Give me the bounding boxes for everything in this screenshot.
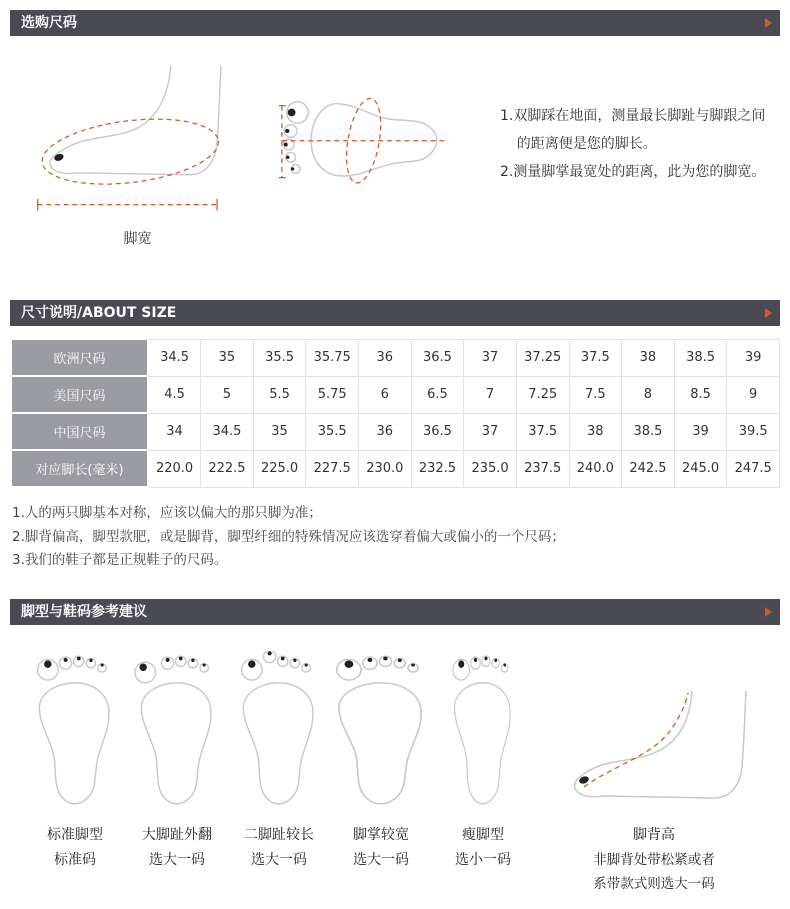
size-cell: 7.5	[569, 376, 622, 413]
size-notes	[12, 502, 778, 573]
size-cell: 245.0	[674, 450, 727, 487]
foot-top-illustration	[278, 92, 458, 204]
size-cell: 37.25	[516, 339, 569, 376]
size-cell: 34.5	[201, 413, 254, 450]
size-cell: 36	[359, 413, 412, 450]
measure-area	[10, 36, 780, 274]
size-cell: 6.5	[411, 376, 464, 413]
size-cell: 225.0	[253, 450, 306, 487]
size-note: 1.人的两只脚基本对称，应该以偏大的那只脚为准；	[12, 505, 322, 521]
foot-type-label: 标准脚型	[47, 826, 103, 843]
size-conversion-table	[10, 338, 780, 488]
foot-type-advice: 选小一码	[455, 852, 511, 869]
footprint-thin-illustration	[432, 651, 534, 819]
size-cell: 34.5	[148, 339, 201, 376]
section-header-about-size	[10, 300, 780, 326]
chevron-right-icon	[765, 607, 772, 617]
foot-type-bunion	[126, 651, 228, 897]
size-cell: 5.75	[306, 376, 359, 413]
size-cell: 35.75	[306, 339, 359, 376]
chevron-right-icon	[765, 18, 772, 28]
size-row-label: 美国尺码	[11, 376, 148, 413]
instep-illustration	[534, 651, 774, 819]
foot-length-figure-block	[265, 60, 470, 248]
foot-type-wide	[330, 651, 432, 897]
size-cell: 240.0	[569, 450, 622, 487]
size-note: 3.我们的鞋子都是正规鞋子的尺码。	[12, 552, 228, 569]
size-table-row	[11, 376, 780, 413]
foot-type-label: 脚掌较宽	[353, 826, 409, 843]
foot-type-standard	[24, 651, 126, 897]
foot-type-label: 二脚趾较长	[244, 826, 314, 843]
size-cell: 7	[464, 376, 517, 413]
size-row-label: 中国尺码	[11, 413, 148, 450]
size-cell: 38	[622, 339, 675, 376]
size-cell: 8	[622, 376, 675, 413]
size-cell: 39	[674, 413, 727, 450]
size-cell: 35	[253, 413, 306, 450]
foot-type-advice: 选大一码	[251, 852, 307, 869]
size-cell: 36.5	[411, 339, 464, 376]
size-cell: 36	[359, 339, 412, 376]
footprint-standard-illustration	[24, 651, 126, 819]
size-cell: 5.5	[253, 376, 306, 413]
size-table-row	[11, 339, 780, 376]
footprint-long-second-toe-illustration	[228, 651, 330, 819]
size-cell: 35	[201, 339, 254, 376]
size-cell: 6	[359, 376, 412, 413]
size-cell: 38.5	[674, 339, 727, 376]
foot-type-high-instep	[534, 651, 774, 897]
size-note: 2.脚背偏高，脚型款肥，或是脚背，脚型纤细的特殊情况应该选穿着偏大或偏小的一个尺码；	[12, 528, 565, 545]
footprint-bunion-illustration	[126, 651, 228, 819]
size-cell: 232.5	[411, 450, 464, 487]
section-foot-types	[10, 599, 780, 909]
size-cell: 37	[464, 339, 517, 376]
section-title: 脚型与鞋码参考建议	[21, 603, 147, 620]
foot-type-advice: 标准码	[54, 852, 96, 869]
foot-type-label: 脚背高	[633, 826, 675, 843]
foot-type-advice: 系带款式则选大一码	[593, 876, 715, 893]
foot-type-label: 瘦脚型	[462, 826, 504, 843]
size-cell: 227.5	[306, 450, 359, 487]
foot-type-advice: 选大一码	[149, 852, 205, 869]
size-cell: 35.5	[306, 413, 359, 450]
section-header-size-select	[10, 10, 780, 36]
size-cell: 35.5	[253, 339, 306, 376]
size-row-label: 欧洲尺码	[11, 339, 148, 376]
size-cell: 8.5	[674, 376, 727, 413]
chevron-right-icon	[765, 308, 772, 318]
foot-type-long-second-toe	[228, 651, 330, 897]
size-cell: 38	[569, 413, 622, 450]
size-cell: 39.5	[727, 413, 780, 450]
size-cell: 38.5	[622, 413, 675, 450]
foot-side-illustration	[22, 60, 254, 222]
foot-type-label: 大脚趾外翻	[142, 826, 212, 843]
measure-instruction: 2.测量脚掌最宽处的距离，此为您的脚宽。	[500, 164, 766, 180]
section-title: 选购尺码	[21, 15, 77, 31]
size-cell: 220.0	[148, 450, 201, 487]
foot-type-thin	[432, 651, 534, 897]
foot-types-row	[10, 625, 780, 909]
foot-width-figure-block	[10, 60, 265, 248]
size-table-body	[11, 339, 780, 487]
size-cell: 5	[201, 376, 254, 413]
section-title: 尺寸说明/ABOUT SIZE	[21, 305, 177, 321]
size-table-row	[11, 413, 780, 450]
size-cell: 230.0	[359, 450, 412, 487]
size-cell: 4.5	[148, 376, 201, 413]
size-table-row	[11, 450, 780, 487]
size-cell: 235.0	[464, 450, 517, 487]
size-cell: 37.5	[516, 413, 569, 450]
size-cell: 9	[727, 376, 780, 413]
foot-type-advice: 选大一码	[353, 852, 409, 869]
size-row-label: 对应脚长(毫米)	[11, 450, 148, 487]
measure-instructions	[470, 60, 780, 248]
section-header-foot-types	[10, 599, 780, 625]
size-cell: 247.5	[727, 450, 780, 487]
size-cell: 36.5	[411, 413, 464, 450]
foot-type-advice: 非脚背处带松紧或者	[593, 852, 715, 869]
size-cell: 37.5	[569, 339, 622, 376]
size-cell: 237.5	[516, 450, 569, 487]
size-cell: 222.5	[201, 450, 254, 487]
size-cell: 39	[727, 339, 780, 376]
measure-instruction: 1.双脚踩在地面，测量最长脚趾与脚跟之间的距离便是您的脚长。	[500, 108, 766, 152]
section-about-size	[10, 300, 780, 573]
size-cell: 37	[464, 413, 517, 450]
section-size-select	[10, 0, 780, 274]
size-cell: 242.5	[622, 450, 675, 487]
footprint-wide-illustration	[330, 651, 432, 819]
size-cell: 7.25	[516, 376, 569, 413]
foot-width-label: 脚宽	[123, 231, 152, 247]
size-cell: 34	[148, 413, 201, 450]
